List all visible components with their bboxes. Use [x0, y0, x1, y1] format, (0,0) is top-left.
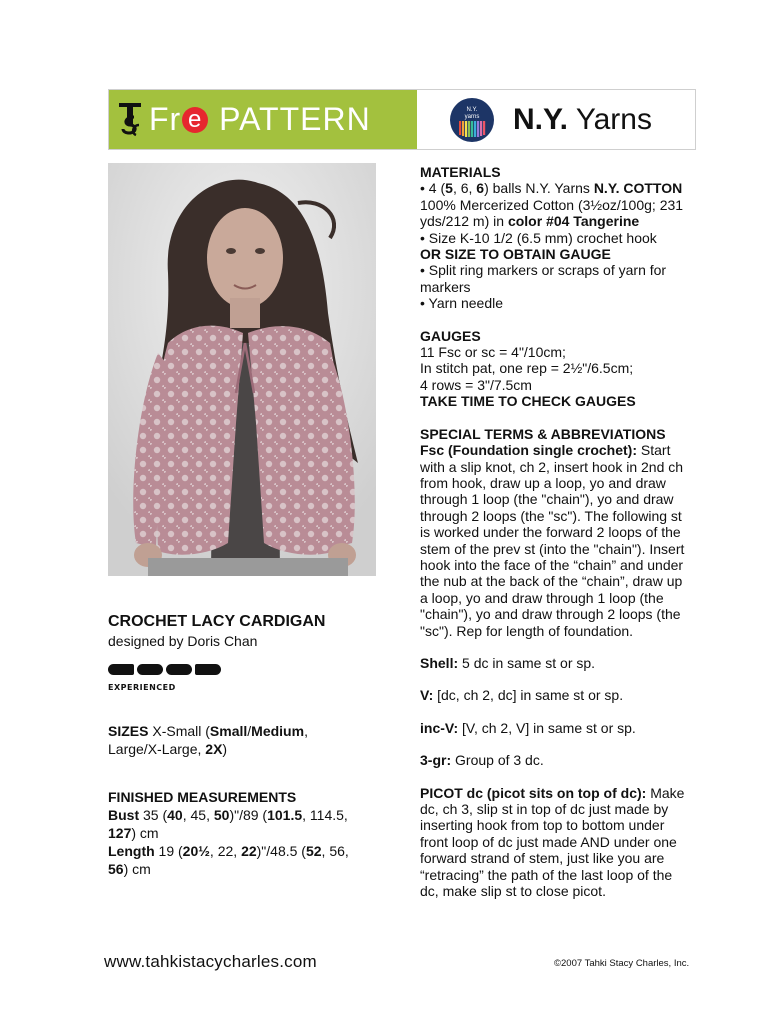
- website-link[interactable]: www.tahkistacycharles.com: [104, 952, 317, 971]
- fsc-line: through 2 loops (the "sc"). The following st: [420, 507, 682, 524]
- sizes-sep: /: [247, 723, 252, 739]
- pattern-title: CROCHET LACY CARDIGAN: [108, 613, 326, 630]
- length-val: 52: [305, 843, 322, 859]
- cardigan-model-photo: [108, 163, 376, 576]
- length-text: ) cm: [123, 861, 151, 877]
- bust-val: 50: [213, 807, 230, 823]
- materials-line: [420, 180, 692, 196]
- left-column: [108, 612, 393, 878]
- sizes-close: ): [222, 741, 228, 757]
- length-text: )"/48.5 (: [256, 843, 306, 859]
- free-text: Fr: [149, 101, 182, 137]
- gauge-line: 11 Fsc or sc = 4"/10cm;: [420, 344, 566, 361]
- v-label: V:: [420, 687, 434, 704]
- 3-gr-definition: [420, 752, 692, 768]
- fsc-line: the nub at the back of the “chain”, draw up: [420, 573, 683, 590]
- mat-bold: N.Y. COTTON: [593, 180, 683, 197]
- materials-line: • Split ring markers or scraps of yarn for: [420, 262, 667, 279]
- brand-light: Yarns: [575, 102, 652, 136]
- sizes-text-2: Large/X-Large,: [108, 741, 206, 757]
- shell-label: Shell:: [420, 654, 459, 671]
- fsc-line: stem of the prev st (into the "chain"). Insert: [420, 540, 685, 557]
- pattern-text: PATTERN: [219, 101, 371, 137]
- fsc-text: Start: [637, 442, 671, 459]
- mat-bold: color #04 Tangerine: [507, 213, 640, 230]
- bust-val: 127: [108, 825, 132, 841]
- ny-yarns-logo-icon: [449, 97, 495, 143]
- 3-gr-label: 3-gr:: [420, 752, 452, 769]
- logo-text-yarns: yarns: [464, 113, 480, 120]
- skill-level-indicator: [108, 664, 393, 694]
- fsc-line: from hook, draw up a loop, yo and draw: [420, 474, 666, 491]
- mat-text: ) balls N.Y. Yarns: [484, 180, 594, 197]
- bust-measurement: [108, 806, 393, 842]
- picot-text: Make: [646, 784, 685, 801]
- sizes-text: X-Small (: [148, 723, 210, 739]
- fsc-definition: [420, 442, 692, 458]
- terms-heading: SPECIAL TERMS & ABBREVIATIONS: [420, 425, 666, 442]
- fsc-line: through 1 loop (the "chain"), yo and draw: [420, 491, 674, 508]
- gauge-line: In stitch pat, one rep = 2½"/6.5cm;: [420, 360, 634, 377]
- size-2x: 2X: [205, 741, 223, 757]
- copyright-notice: ©2007 Tahki Stacy Charles, Inc.: [554, 958, 690, 969]
- bust-text: )"/89 (: [229, 807, 268, 823]
- picot-line: dc, make slip st to close picot.: [420, 883, 606, 900]
- inc-v-label: inc-V:: [420, 719, 459, 736]
- free-pattern-panel: [109, 90, 417, 149]
- gauge-line: 4 rows = 3"/7.5cm: [420, 376, 532, 393]
- brand-panel: [419, 90, 695, 149]
- model-photo-illustration: [108, 163, 376, 576]
- length-label: Length: [108, 843, 155, 859]
- 3-gr-text: Group of 3 dc.: [451, 752, 544, 769]
- bust-label: Bust: [108, 807, 140, 823]
- skill-level-bars-icon: [108, 664, 393, 675]
- logo-text-ny: N.Y.: [466, 106, 478, 113]
- length-text: , 56,: [321, 843, 349, 859]
- shell-definition: [420, 655, 692, 671]
- length-measurement: [108, 842, 393, 878]
- finished-measurements-heading: FINISHED MEASUREMENTS: [108, 789, 297, 805]
- picot-line: front loop of dc just made AND under one: [420, 833, 677, 850]
- mat-text: • 4 (: [420, 180, 446, 197]
- fsc-line: is worked under the forward 2 loops of the: [420, 524, 681, 541]
- v-text: [dc, ch 2, dc] in same st or sp.: [433, 687, 624, 704]
- picot-line: forward strand of stem, just like you are: [420, 850, 665, 867]
- materials-line: • Yarn needle: [420, 295, 504, 312]
- designer-credit: designed by Doris Chan: [108, 633, 258, 649]
- fsc-line: "sc"). Rep for length of foundation.: [420, 622, 634, 639]
- picot-line: “retracing” the path of the last loop of the: [420, 866, 673, 883]
- mat-bold: 6: [476, 180, 485, 197]
- inc-v-definition: [420, 720, 692, 736]
- header-banner: [108, 89, 696, 150]
- size-medium: Medium: [251, 723, 305, 739]
- inc-v-text: [V, ch 2, V] in same st or sp.: [458, 719, 636, 736]
- tsc-logo-icon: [119, 103, 141, 137]
- bust-text: , 45,: [182, 807, 214, 823]
- brand-bold: N.Y.: [513, 102, 569, 136]
- bust-val: 101.5: [267, 807, 303, 823]
- shell-text: 5 dc in same st or sp.: [458, 654, 596, 671]
- sizes-section: [108, 722, 393, 758]
- length-val: 56: [108, 861, 124, 877]
- materials-line: markers: [420, 278, 471, 295]
- picot-line: inserting hook from top to bottom under: [420, 817, 665, 834]
- gauge-line: TAKE TIME TO CHECK GAUGES: [420, 393, 636, 410]
- length-text: , 22,: [209, 843, 242, 859]
- e-circle-icon: e: [182, 107, 208, 133]
- bust-val: 40: [167, 807, 183, 823]
- skill-level-label: EXPERIENCED: [108, 683, 176, 692]
- materials-heading: MATERIALS: [420, 164, 501, 180]
- bust-text: 35 (: [139, 807, 168, 823]
- length-text: 19 (: [154, 843, 183, 859]
- picot-definition: [420, 785, 692, 801]
- mat-text: yds/212 m) in: [420, 213, 508, 230]
- fsc-line: hook into the face of the “chain” and under: [420, 556, 684, 573]
- materials-line: OR SIZE TO OBTAIN GAUGE: [420, 246, 611, 263]
- picot-line: dc, ch 3, slip st in top of dc just made by: [420, 801, 669, 817]
- fsc-line: "chain"), yo and draw through 2 loops (the: [420, 606, 681, 623]
- bust-text: , 114.5,: [302, 807, 348, 823]
- fsc-label: Fsc (Foundation single crochet):: [420, 442, 638, 459]
- length-val: 20½: [182, 843, 210, 859]
- right-column: [420, 164, 692, 899]
- finished-measurements-section: [108, 788, 393, 878]
- picot-label: PICOT dc (picot sits on top of dc):: [420, 784, 647, 801]
- materials-line: 100% Mercerized Cotton (3½oz/100g; 231: [420, 196, 684, 213]
- v-definition: [420, 687, 692, 703]
- mat-bold: 5: [445, 180, 453, 197]
- fsc-line: a loop, yo and draw through 1 loop (the: [420, 589, 664, 606]
- fsc-line: with a slip knot, ch 2, insert hook in 2nd ch: [420, 458, 684, 475]
- size-small: Small: [209, 723, 248, 739]
- length-val: 22: [241, 843, 257, 859]
- materials-line: [420, 213, 692, 229]
- gauges-heading: GAUGES: [420, 327, 481, 344]
- bust-text: ) cm: [131, 825, 159, 841]
- brand-name: [513, 103, 652, 137]
- free-pattern-title: [149, 101, 371, 138]
- sizes-comma: ,: [304, 723, 308, 739]
- materials-line: • Size K-10 1/2 (6.5 mm) crochet hook: [420, 229, 657, 246]
- sizes-label: SIZES: [108, 723, 149, 739]
- mat-text: , 6,: [452, 180, 477, 197]
